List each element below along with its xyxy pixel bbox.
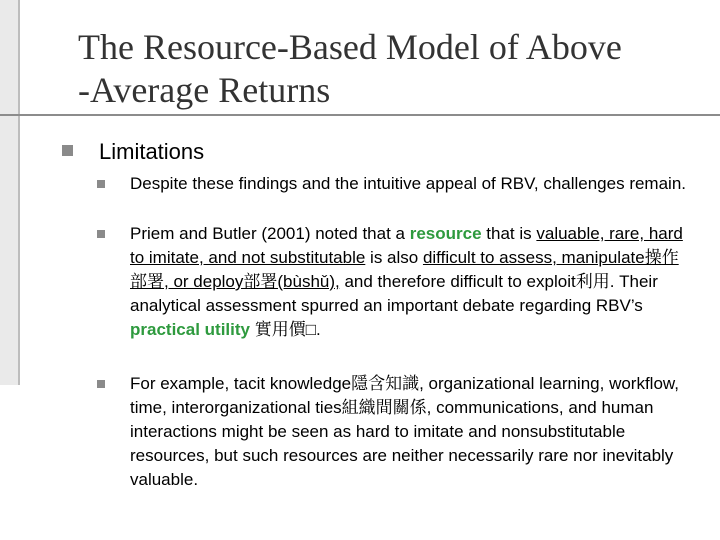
square-bullet-icon <box>97 380 105 388</box>
bullet-2-text: 實用價□. <box>249 320 321 339</box>
bullet-item-1: Despite these findings and the intuitive appeal of RBV, challenges remain. <box>130 174 687 193</box>
heading-text: Limitations <box>99 139 205 164</box>
bullet-item-3: For example, tacit knowledge隱含知識, organizational learning, workflow, time, interorganizational ties組織間關係, communications, and human interactions might be seen as hard to imitate and nonsubstitutable resources, but such resources are neither necessarily rare nor inevitably valuable. <box>130 374 679 489</box>
square-bullet-icon <box>97 180 105 188</box>
resource-highlight: resource <box>409 224 482 243</box>
bullet-item-2 <box>130 222 695 342</box>
bullet-2-text: is also <box>365 248 423 267</box>
square-bullet-icon <box>97 230 105 238</box>
bullet-2-text: Priem and Butler (2001) noted that a <box>130 224 410 243</box>
difficult-underline: difficult to assess, manipulate操作部署, or deploy部署(bùshǔ), <box>130 248 679 291</box>
slide-title <box>78 26 708 112</box>
valuable-underline: valuable, rare, hard to imitate, and not substitutable <box>130 224 683 267</box>
square-bullet-icon <box>62 145 73 156</box>
title-line-1: The Resource-Based Model of Above <box>78 27 622 67</box>
decorative-left-bar <box>0 0 18 385</box>
bullet-2-text: that is <box>481 224 537 243</box>
title-divider <box>0 114 720 116</box>
practical-utility-highlight: practical utility <box>130 320 250 339</box>
decorative-left-line <box>18 0 20 385</box>
bullet-2-text: and therefore difficult to exploit利用. Their analytical assessment spurred an important debate regarding RBV’s <box>130 272 658 315</box>
heading-item <box>62 139 204 165</box>
title-line-2: -Average Returns <box>78 70 331 110</box>
